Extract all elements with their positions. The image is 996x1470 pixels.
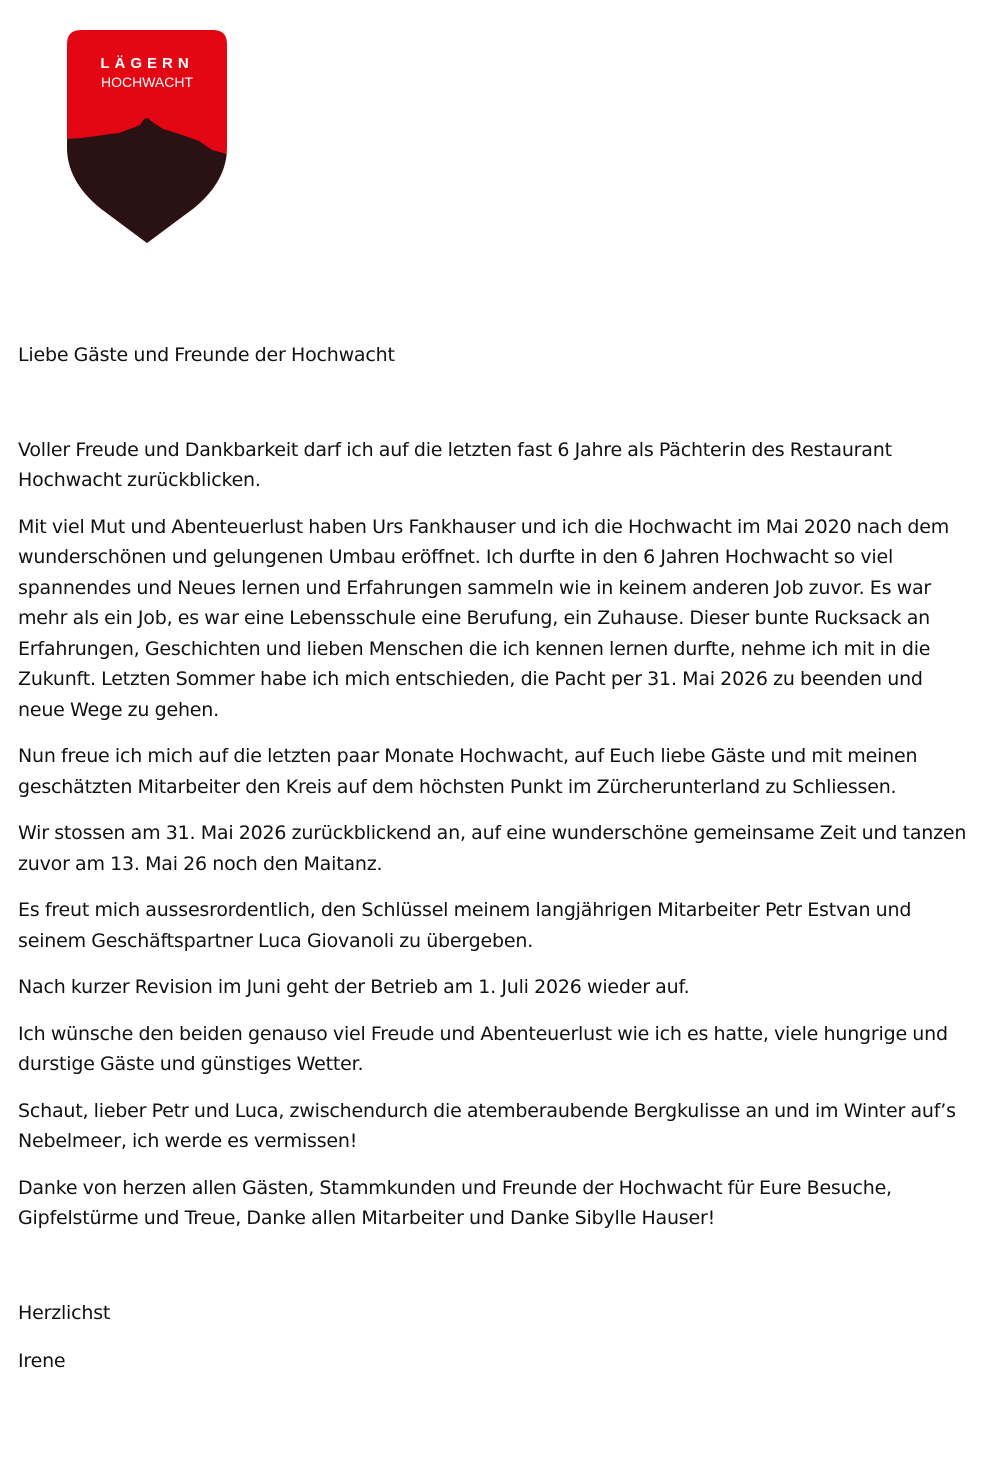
letter-paragraph: Voller Freude und Dankbarkeit darf ich auf die letzten fast 6 Jahre als Pächterin des Restaurant Hochwacht zurückblicken.	[18, 438, 892, 491]
letter-paragraph: Nach kurzer Revision im Juni geht der Betrieb am 1. Juli 2026 wieder auf.	[18, 976, 690, 998]
signature: Irene	[18, 1350, 66, 1372]
logo-line1: LÄGERN	[100, 55, 194, 72]
lagern-hochwacht-logo	[67, 30, 227, 243]
logo-line2: HOCHWACHT	[100, 74, 194, 90]
closing: Herzlichst	[18, 1301, 111, 1324]
letter-paragraph: Wir stossen am 31. Mai 2026 zurückblickend an, auf eine wunderschöne gemeinsame Zeit und tanzen zuvor am 13. Mai 26 noch den Maitanz.	[18, 822, 967, 875]
letter-paragraph: Schaut, lieber Petr und Luca, zwischendurch die atemberaubende Bergkulisse an und im Winter auf’s Nebelmeer, ich werde es vermissen!	[18, 1099, 956, 1152]
letter-paragraph: Mit viel Mut und Abenteuerlust haben Urs Fankhauser und ich die Hochwacht im Mai 2020 nach dem wunderschönen und gelungenen Umbau eröffnet. Ich durfte in den 6 Jahren Hochwacht so viel spannendes und Neues lernen und Erfahrungen sammeln wie in keinem anderen Job zuvor. Es war mehr als ein Job, es war eine Lebensschule eine Berufung, ein Zuhause. Dieser bunte Rucksack an Erfahrungen, Geschichten und lieben Menschen die ich kennen lernen durfte, nehme ich mit in die Zukunft. Letzten Sommer habe ich mich entschieden, die Pacht per 31. Mai 2026 zu beenden und neue Wege zu gehen.	[18, 515, 950, 721]
salutation: Liebe Gäste und Freunde der Hochwacht	[18, 344, 395, 366]
letter-body	[18, 340, 972, 1377]
letter-paragraph: Danke von herzen allen Gästen, Stammkunden und Freunde der Hochwacht für Eure Besuche, Gipfelstürme und Treue, Danke allen Mitarbeiter und Danke Sibylle Hauser!	[18, 1176, 892, 1229]
letter-paragraph: Es freut mich aussesrordentlich, den Schlüssel meinem langjährigen Mitarbeiter Petr Estvan und seinem Geschäftspartner Luca Giovanoli zu übergeben.	[18, 899, 912, 952]
letter-paragraph: Nun freue ich mich auf die letzten paar Monate Hochwacht, auf Euch liebe Gäste und mit meinen geschätzten Mitarbeiter den Kreis auf dem höchsten Punkt im Zürcherunterland zu Schliessen.	[18, 745, 918, 798]
letter-paragraph: Ich wünsche den beiden genauso viel Freude und Abenteuerlust wie ich es hatte, viele hungrige und durstige Gäste und günstiges Wetter.	[18, 1022, 948, 1075]
